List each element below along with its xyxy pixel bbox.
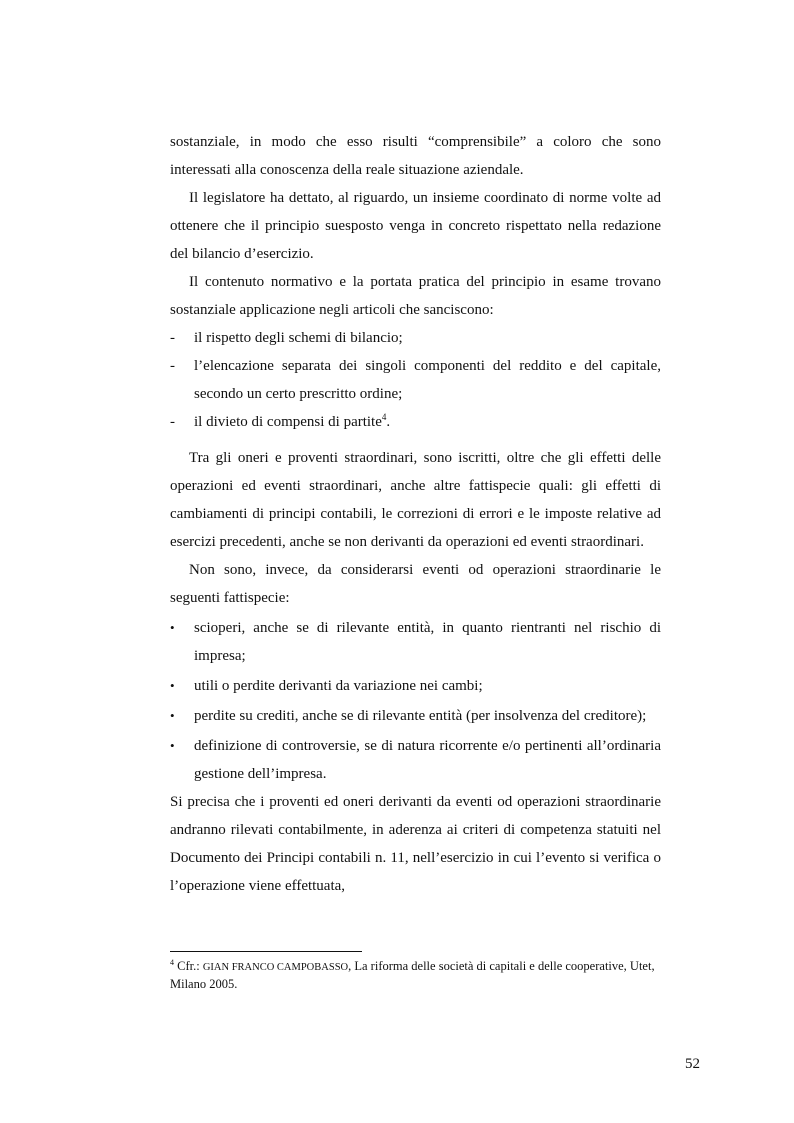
bullet-marker: • xyxy=(170,678,175,693)
bullet-list-item xyxy=(170,702,661,730)
footnote-citation: , La riforma delle società di capitali e delle cooperative, Utet, Milano 2005. xyxy=(170,959,655,991)
dash-list-item xyxy=(170,408,661,436)
footnote-number: 4 xyxy=(170,957,174,967)
footnote-author: GIAN FRANCO CAMPOBASSO xyxy=(202,962,349,973)
paragraph-exclusions: Non sono, invece, da considerarsi eventi od operazioni straordinarie le seguenti fattispecie: xyxy=(170,562,661,606)
bullet-marker: • xyxy=(170,738,175,753)
footnote xyxy=(170,958,661,992)
bullet-list xyxy=(170,614,661,788)
bullet-item-text: scioperi, anche se di rilevante entità, in quanto rientranti nel rischio di impresa; xyxy=(194,620,661,664)
dash-item-text: il rispetto degli schemi di bilancio; xyxy=(194,330,403,346)
paragraph-normative-content: Il contenuto normativo e la portata pratica del principio in esame trovano sostanziale applicazione negli articoli che sanciscono: xyxy=(170,274,661,318)
paragraph-accounting: Si precisa che i proventi ed oneri derivanti da eventi od operazioni straordinarie andranno rilevati contabilmente, in aderenza ai criteri di competenza statuiti nel Documento dei Principi contabili n. 11, nell’esercizio in cui l’evento si verifica o l’operazione viene effettuata, xyxy=(170,794,661,894)
bullet-list-item xyxy=(170,732,661,788)
footnote-reference[interactable]: 4 xyxy=(381,412,387,422)
bullet-item-text: perdite su crediti, anche se di rilevante entità (per insolvenza del creditore); xyxy=(194,708,647,724)
bullet-item-text: utili o perdite derivanti da variazione nei cambi; xyxy=(194,678,483,694)
dash-list xyxy=(170,324,661,436)
bullet-marker: • xyxy=(170,708,175,723)
dash-list-item xyxy=(170,324,661,352)
dash-list-item xyxy=(170,352,661,408)
dash-marker: - xyxy=(170,358,175,374)
dash-item-text: l’elencazione separata dei singoli componenti del reddito e del capitale, secondo un certo prescritto ordine; xyxy=(194,358,661,402)
paragraph-continuation: sostanziale, in modo che esso risulti “comprensibile” a coloro che sono interessati alla conoscenza della reale situazione aziendale. xyxy=(170,134,661,178)
bullet-list-item xyxy=(170,614,661,670)
dash-marker: - xyxy=(170,414,175,430)
dash-item-text: il divieto di compensi di partite xyxy=(194,414,382,430)
paragraph-extraordinary-items: Tra gli oneri e proventi straordinari, sono iscritti, oltre che gli effetti delle operazioni ed eventi straordinari, anche altre fattispecie quali: gli effetti di cambiamenti di principi contabili, le correzioni di errori e le imposte relative ad esercizi precedenti, anche se non derivanti da operazioni ed eventi straordinari. xyxy=(170,450,661,550)
footnote-divider xyxy=(170,951,362,952)
footnote-prefix: Cfr.: xyxy=(177,959,200,973)
page-number: 52 xyxy=(685,1056,700,1072)
bullet-item-text: definizione di controversie, se di natura ricorrente e/o pertinenti all’ordinaria gestione dell’impresa. xyxy=(194,738,661,782)
bullet-list-item xyxy=(170,672,661,700)
bullet-marker: • xyxy=(170,620,175,635)
paragraph-legislator: Il legislatore ha dettato, al riguardo, un insieme coordinato di norme volte ad ottenere che il principio suesposto venga in concreto rispettato nella redazione del bilancio d’esercizio. xyxy=(170,190,661,262)
main-text xyxy=(170,128,661,900)
dash-item-end: . xyxy=(386,414,391,430)
dash-marker: - xyxy=(170,330,175,346)
